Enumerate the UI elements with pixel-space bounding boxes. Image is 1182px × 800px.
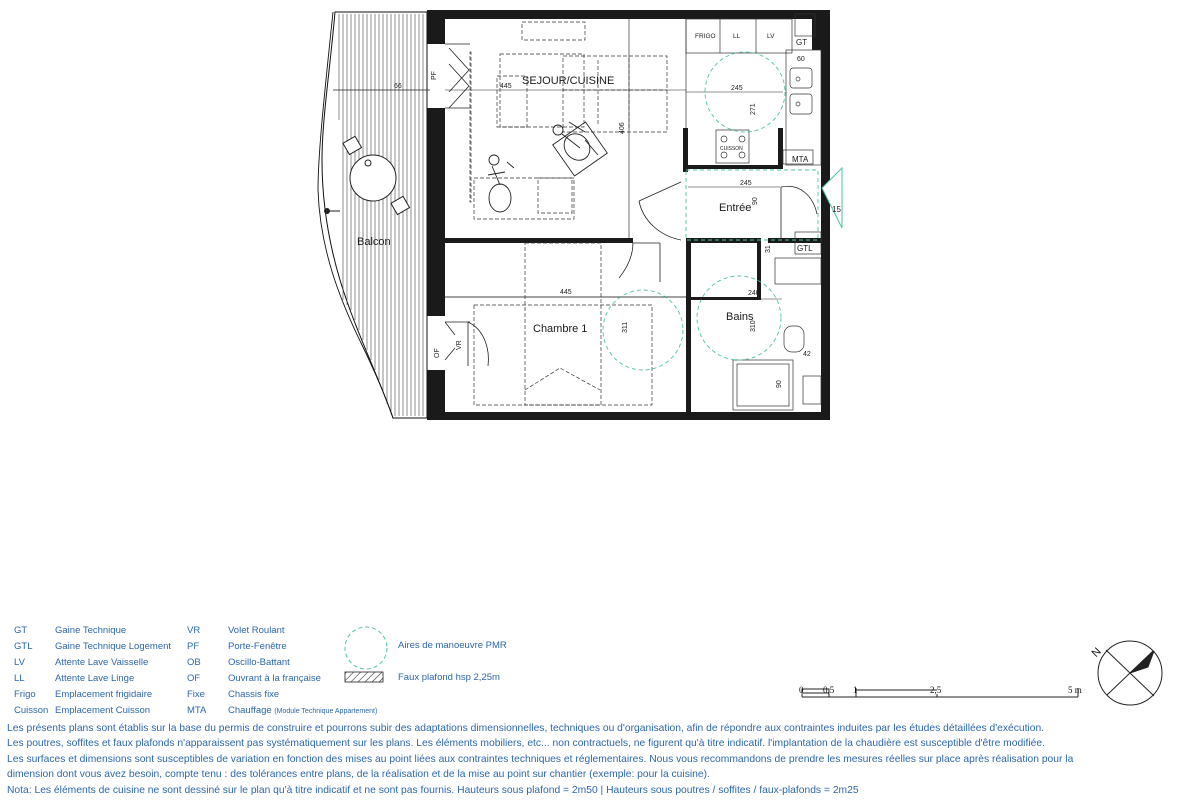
scale-tick-label: 2,5 <box>930 685 942 695</box>
scale-tick-label: 0 <box>799 685 804 695</box>
north-label: N <box>1089 645 1104 660</box>
note-line: Les présents plans sont établis sur la base du permis de construire et pourrons subir des adaptations dimensionnelles, techniques ou d'organisation, afin de répondre aux contraintes induites par les études détaillées d'exécution. <box>7 723 1045 734</box>
scale-tick-label: 0,5 <box>823 685 835 695</box>
note-line: dimension dont vous avez besoin, compte tenu : des tolérances entre plans, de la réalisation et de la mise au point sur chantier (exemple: pour la cuisine). <box>7 769 710 781</box>
legend-text: Attente Lave Vaisselle <box>55 657 149 668</box>
room-bains: Bains <box>726 311 754 323</box>
dim-kitchen-height: 271 <box>750 103 757 115</box>
label-ll: LL <box>733 33 741 40</box>
entry-marker-label: 15 <box>832 205 841 214</box>
legend-code: GTL <box>14 641 33 652</box>
dim-balcon: 66 <box>394 83 402 90</box>
kitchen-sink <box>790 68 812 114</box>
north-arrow-icon <box>1098 641 1162 705</box>
walls <box>427 10 830 420</box>
legend-text: Emplacement Cuisson <box>55 705 151 716</box>
pmr-legend-symbol <box>345 627 387 669</box>
dim-shower: 90 <box>776 380 783 388</box>
label-frigo: FRIGO <box>695 33 716 40</box>
legend-code: PF <box>187 641 200 652</box>
legend-code: Cuisson <box>14 705 49 716</box>
legend-code: GT <box>14 625 28 636</box>
dim-bains-width: 240 <box>748 290 760 297</box>
legend-text: Chassis fixe <box>228 689 280 700</box>
legend-faux-plafond: Faux plafond hsp 2,25m <box>398 672 500 683</box>
dim-sejour-table: 445 <box>500 83 512 90</box>
scale-tick-label: 5 m <box>1068 685 1082 695</box>
dim-sejour-height: 406 <box>619 122 626 134</box>
label-gtl: GTL <box>797 244 813 253</box>
label-lv: LV <box>767 33 775 40</box>
legend-text <box>228 705 377 716</box>
room-entree: Entrée <box>719 202 752 214</box>
dim-wc-depth: 42 <box>803 351 811 358</box>
legend-text-main: Chauffage <box>228 705 272 716</box>
label-gt: GT <box>796 38 808 47</box>
legend-pmr: Aires de manoeuvre PMR <box>398 640 507 651</box>
disclaimer-notes <box>7 721 1177 798</box>
dim-chambre-width: 445 <box>560 289 572 296</box>
legend-text: Oscillo-Battant <box>228 657 290 668</box>
legend-code: LV <box>14 657 25 668</box>
note-line: Les poutres, soffites et faux plafonds n'apparaissent pas systématiquement sur les plans. Les éléments mobiliers, etc... non contractuels, ne figurent qu'à titre indicatif. l'implantation de la chaudière est susceptible d'être modifiée. <box>7 738 1045 750</box>
legend-text: Attente Lave Linge <box>55 673 135 684</box>
room-chambre: Chambre 1 <box>533 323 588 335</box>
balcony <box>318 12 430 418</box>
legend-code: MTA <box>187 705 207 716</box>
label-pf: PF <box>431 71 438 80</box>
note-line: Nota: Les éléments de cuisine ne sont dessiné sur le plan qu'à titre indicatif et ne sont pas fournis. Hauteurs sous plafond = 2m50 | Hauteurs sous poutres / soffites / faux-plafonds = 2m25 <box>7 784 859 796</box>
legend-text: Ouvrant à la française <box>228 673 321 684</box>
legend-text: Porte-Fenêtre <box>228 641 287 652</box>
faux-plafond-symbol <box>345 672 383 682</box>
label-cuisson: CUISSON <box>720 146 743 152</box>
legend-code: Fixe <box>187 689 205 700</box>
people-figures <box>488 122 607 212</box>
dim-sink-width: 60 <box>797 56 805 63</box>
dim-chambre-height: 311 <box>622 321 629 333</box>
dim-entree-height: 90 <box>752 197 759 205</box>
legend-text: Gaine Technique Logement <box>55 641 172 652</box>
note-line: Les surfaces et dimensions sont susceptibles de variation en fonction des mises au point liées aux contraintes techniques et réglementaires. Nous vous recommandons de prendre les mesures réelles sur place après réalisation pour la <box>7 753 1074 765</box>
legend-text: Emplacement frigidaire <box>55 689 153 700</box>
label-vr: VR <box>456 340 463 350</box>
legend-code: LL <box>14 673 25 684</box>
legend-code: VR <box>187 625 201 636</box>
dim-gtl-depth: 31 <box>765 245 772 253</box>
label-mta: MTA <box>792 155 809 164</box>
legend-code: OB <box>187 657 201 668</box>
doors <box>445 44 817 366</box>
legend-text-small: (Module Technique Appartement) <box>274 708 378 715</box>
label-of: OF <box>434 348 441 358</box>
legend-text: Gaine Technique <box>55 625 127 636</box>
legend-code: Frigo <box>14 689 36 700</box>
room-sejour: SEJOUR/CUISINE <box>522 75 615 87</box>
dim-bains-height: 310 <box>750 320 757 332</box>
scale-tick-label: 1 <box>853 685 858 695</box>
dim-entree-width: 245 <box>740 180 752 187</box>
room-balcon: Balcon <box>357 236 391 248</box>
legend-code: OF <box>187 673 201 684</box>
legend-text: Volet Roulant <box>228 625 285 636</box>
dim-kitchen-width: 245 <box>731 85 743 92</box>
